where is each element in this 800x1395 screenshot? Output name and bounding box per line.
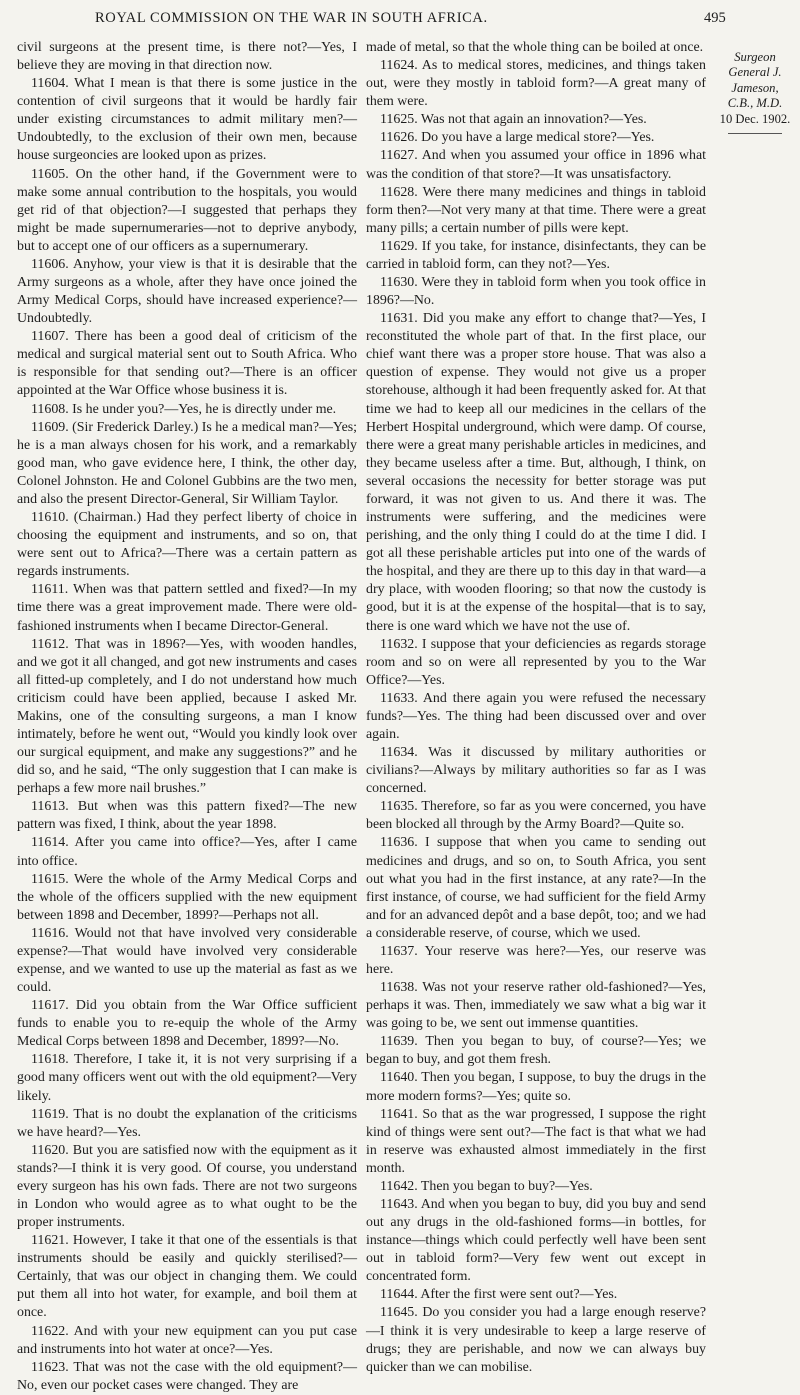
testimony-paragraph: 11632. I suppose that your deficiencies as regards storage room and so on were all represented by you to the War Office?—Yes. [366, 636, 706, 688]
testimony-paragraph: 11611. When was that pattern settled and fixed?—In my time there was a great improvement made. There were old-fashioned instruments when I became Director-General. [17, 582, 357, 634]
testimony-paragraph: 11620. But you are satisfied now with the equipment as it stands?—I think it is very good. Of course, you understand every surgeon has his own fads. There are not two surgeons in London who would agree as to what ought to be the proper instruments. [17, 1142, 357, 1231]
testimony-paragraph: 11627. And when you assumed your office in 1896 what was the condition of that store?—It was unsatisfactory. [366, 148, 706, 182]
testimony-paragraph: 11633. And there again you were refused the necessary funds?—Yes. The thing had been discussed over and over again. [366, 690, 706, 742]
testimony-paragraph: 11624. As to medical stores, medicines, and things taken out, were they mostly in tabloid form?—A great many of them were. [366, 58, 706, 110]
testimony-paragraph: made of metal, so that the whole thing can be boiled at once. [366, 40, 704, 55]
testimony-paragraph: 11634. Was it discussed by military authorities or civilians?—Always by military authorities so far as I was concerned. [366, 745, 706, 797]
sidenote-line: General J. [728, 65, 782, 80]
testimony-paragraph: 11623. That was not the case with the old equipment?—No, even our pocket cases were changed. They are [17, 1359, 357, 1393]
left-column [17, 39, 357, 1395]
testimony-paragraph: 11641. So that as the war progressed, I suppose the right kind of things were sent out?—The fact is that what we had in reserve was exhausted almost immediately in the first month. [366, 1106, 706, 1176]
testimony-paragraph: 11618. Therefore, I take it, it is not very surprising if a good many officers went out with the old equipment?—Very likely. [17, 1052, 357, 1104]
testimony-paragraph: 11625. Was not that again an innovation?—Yes. [380, 112, 647, 128]
page-header [0, 0, 800, 38]
sidenote-line: Surgeon [734, 50, 776, 64]
testimony-paragraph: 11607. There has been a good deal of criticism of the medical and surgical material sent out to South Africa. Who is responsible for that sending out?—There is an officer appointed at the War Office whose business it is. [17, 329, 357, 399]
page-number: 495 [704, 10, 726, 26]
testimony-paragraph: 11645. Do you consider you had a large enough reserve?—I think it is very undesirable to keep a large reserve of drugs; they are perishable, and now we can always buy quicker than we can mobilise. [366, 1305, 706, 1375]
testimony-paragraph: 11639. Then you began to buy, of course?—Yes; we began to buy, and got them fresh. [366, 1034, 706, 1068]
testimony-paragraph: 11605. On the other hand, if the Government were to make some annual contribution to the hospitals, you would get rid of that objection?—I suggested that perhaps they might be made supernumeraries—not to deprive anybody, but to accept one of our officers as a supernumerary. [17, 166, 357, 254]
testimony-paragraph: 11640. Then you began, I suppose, to buy the drugs in the more modern forms?—Yes; quite so. [366, 1070, 706, 1104]
testimony-paragraph: 11642. Then you began to buy?—Yes. [380, 1178, 593, 1194]
testimony-paragraph: 11619. That is no doubt the explanation of the criticisms we have heard?—Yes. [17, 1106, 357, 1140]
testimony-paragraph: 11617. Did you obtain from the War Office sufficient funds to enable you to re-equip the whole of the Army Medical Corps between 1898 and December, 1899?—No. [17, 998, 357, 1050]
testimony-paragraph: 11631. Did you make any effort to change that?—Yes, I reconstituted the whole part of that. In the first place, our chief want there was a proper store house. That was also a question of expense. They would not give us a proper storehouse, although it had been frequently asked for. At that time we had to keep all our medicines in the cellars of the Herbert Hospital underground, which were damp. Of course, there were a great many perishable articles in medicines, and they became useless after a time. But, although, I think, on several occasions the necessity for better storage was put forward, it was not given to us. And there it was. The instruments were suffering, and the medicines were perishing, and the only thing I could do at the time I did. I got all these perishable articles put into one of the wards of the hospital, and they are there up to this day in that ward—a dry place, with wooden flooring; so that now the custody is good, but it is at the expense of the hospital—that is to say, there is one ward which we have not the use of. [366, 311, 706, 634]
testimony-paragraph: 11608. Is he under you?—Yes, he is directly under me. [31, 401, 337, 417]
testimony-paragraph: civil surgeons at the present time, is there not?—Yes, I believe they are moving in that direction now. [17, 40, 357, 74]
testimony-paragraph: 11626. Do you have a large medical store?—Yes. [380, 130, 655, 146]
testimony-paragraph: 11635. Therefore, so far as you were concerned, you have been blocked all through by the Army Board?—Quite so. [366, 799, 706, 833]
testimony-paragraph: 11622. And with your new equipment can you put case and instruments into hot water at once?—Yes. [17, 1323, 357, 1357]
testimony-paragraph: 11604. What I mean is that there is some justice in the contention of civil surgeons that it would be hardly fair under existing circumstances to admit military men?—Undoubtedly, to the exclusion of their own men, because house surgeoncies are looked upon as prizes. [17, 76, 357, 164]
testimony-paragraph: 11638. Was not your reserve rather old-fashioned?—Yes, perhaps it was. Then, immediately we saw what a big war it was going to be, we sent out immense quantities. [366, 980, 706, 1032]
testimony-paragraph: 11636. I suppose that when you came to sending out medicines and drugs, and so on, to South Africa, you sent out what you had in the first instance, at any rate?—In the first instance, of course, we had sufficient for the field Army and for an advanced depôt and a base depôt, too; and we had a considerable reserve, of course, which we used. [366, 835, 706, 941]
testimony-paragraph: 11610. (Chairman.) Had they perfect liberty of choice in choosing the equipment and instruments, and so on, that were sent out to Africa?—There was a certain pattern as regards instruments. [17, 510, 357, 580]
testimony-paragraph: 11609. (Sir Frederick Darley.) Is he a medical man?—Yes; he is a man always chosen for his work, and a remarkably good man, who gave evidence here, I think, the other day, Colonel Johnston. He and Colonel Gubbins are the two men, and also the present Director-General, Sir William Taylor. [17, 419, 357, 507]
sidenote-line: Jameson, [731, 80, 779, 95]
testimony-paragraph: 11643. And when you began to buy, did you buy and send out any drugs in the old-fashioned forms—in bottles, for instance—things which could perfectly well have been sent out in tabloid form?—Very few went out except in concentrated form. [366, 1197, 706, 1285]
testimony-paragraph: 11606. Anyhow, your view is that it is desirable that the Army surgeons as a whole, after they have once joined the Army Medical Corps, should have increased experience?—Undoubtedly. [17, 256, 357, 327]
running-head: ROYAL COMMISSION ON THE WAR IN SOUTH AFRICA. [95, 10, 488, 26]
testimony-paragraph: 11613. But when was this pattern fixed?—The new pattern was fixed, I think, about the year 1898. [17, 799, 357, 833]
testimony-paragraph: 11637. Your reserve was here?—Yes, our reserve was here. [366, 943, 706, 977]
testimony-paragraph: 11621. However, I take it that one of the essentials is that instruments should be easily and quickly sterilised?—Certainly, that was our object in changing them. We could put them all into hot water, for example, and boil them at once. [17, 1233, 357, 1321]
testimony-paragraph: 11612. That was in 1896?—Yes, with wooden handles, and we got it all changed, and got new instruments and cases all fitted-up completely, and I do not understand how much criticism could have been applied, because I asked Mr. Makins, one of the consulting surgeons, a man I know intimately, before he went out, “Would you kindly look over our surgical equipment, and make any suggestions?” and he did so, and he said, “The only suggestion that I can make is perhaps a few more nail brushes.” [17, 636, 357, 797]
testimony-paragraph: 11628. Were there many medicines and things in tabloid form then?—Not very many at that time. There were a great many pills; a certain number of pills were kept. [366, 184, 706, 236]
testimony-paragraph: 11615. Were the whole of the Army Medical Corps and the whole of the officers supplied with the new equipment between 1898 and December, 1899?—Perhaps not all. [17, 871, 357, 923]
testimony-paragraph: 11614. After you came into office?—Yes, after I came into office. [17, 835, 357, 869]
witness-sidenote [712, 50, 798, 134]
testimony-paragraph: 11630. Were they in tabloid form when you took office in 1896?—No. [366, 275, 706, 309]
right-column [366, 39, 706, 1377]
sidenote-date: 10 Dec. 1902. [719, 111, 791, 126]
sidenote-rule [728, 133, 782, 134]
testimony-paragraph: 11629. If you take, for instance, disinfectants, they can be carried in tabloid form, can they not?—Yes. [366, 238, 706, 272]
testimony-paragraph: 11644. After the first were sent out?—Yes. [380, 1287, 618, 1303]
testimony-paragraph: 11616. Would not that have involved very considerable expense?—That would have involved very considerable expense, and we wanted to use up the material as fast as we could. [17, 925, 357, 996]
sidenote-line: C.B., M.D. [727, 96, 783, 111]
